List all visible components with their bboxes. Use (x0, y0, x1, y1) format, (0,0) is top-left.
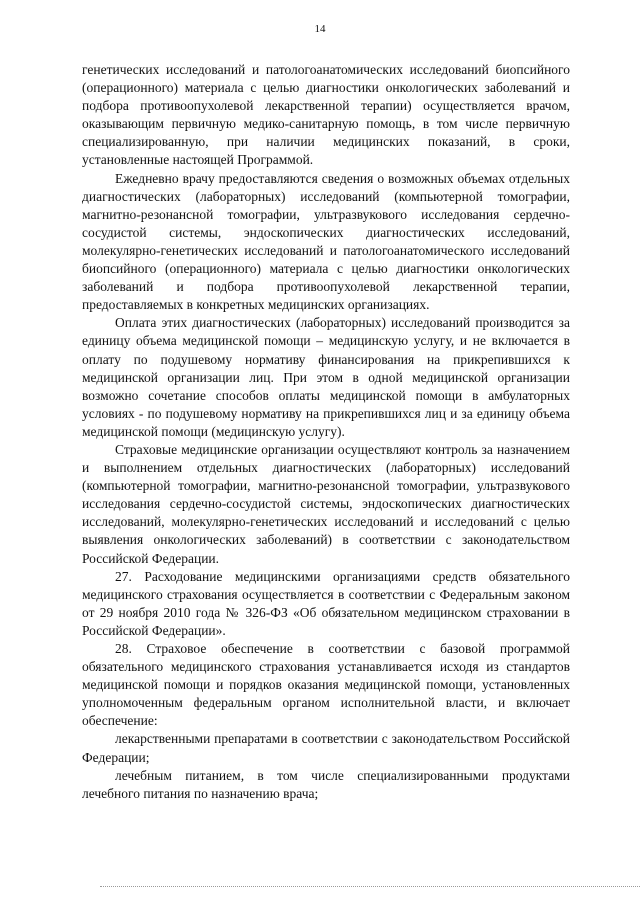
paragraph-payment: Оплата этих диагностических (лабораторных) исследований производится за единицу объема медицинской помощи – медицинскую услугу, и не включается в оплату по подушевому нормативу финансирования на прикрепившихся к медицинской организации лиц. При этом в одной медицинской организации возможно сочетание способов оплаты медицинской помощи в амбулаторных условиях - по подушевому нормативу на прикрепившихся лиц и за единицу объема медицинской помощи (медицинскую услугу). (82, 315, 570, 439)
document-body (82, 61, 570, 803)
page-number: 14 (314, 23, 326, 35)
paragraph-clause-27: 27. Расходование медицинскими организациями средств обязательного медицинского страхования осуществляется в соответствии с Федеральным законом от 29 ноября 2010 года № 326-ФЗ «Об обязательном медицинском страховании в Российской Федерации». (82, 568, 570, 638)
paragraph-insurance-control: Страховые медицинские организации осуществляют контроль за назначением и выполнением отдельных диагностических (лабораторных) исследований (компьютерной томографии, магнитно-резонансной томографии, ультразвукового исследования сердечно-сосудистой системы, эндоскопических диагностических исследований, молекулярно-генетических исследований и исследований с целью выявления онкологических заболеваний) в соответствии с законодательством Российской Федерации. (82, 441, 570, 566)
list-item-medicines: лекарственными препаратами в соответствии с законодательством Российской Федерации; (82, 731, 570, 765)
paragraph-continuation: генетических исследований и патологоанатомических исследований биопсийного (операционного) материала с целью диагностики онкологических заболеваний и подбора противоопухолевой лекарственной терапии) осуществляется врачом, оказывающим первичную медико-санитарную помощь, в том числе первичную специализированную, при наличии медицинских показаний, в сроки, установленные настоящей Программой. (82, 62, 570, 168)
paragraph-clause-28: 28. Страховое обеспечение в соответствии с базовой программой обязательного медицинского страхования устанавливается исходя из стандартов медицинской помощи и порядков оказания медицинской помощи, установленных уполномоченным федеральным органом исполнительной власти, и включает обеспечение: (82, 641, 570, 729)
footer-divider (100, 886, 640, 887)
list-item-nutrition: лечебным питанием, в том числе специализированными продуктами лечебного питания по назначению врача; (82, 767, 570, 801)
paragraph-daily-information: Ежедневно врачу предоставляются сведения о возможных объемах отдельных диагностических (лабораторных) исследований (компьютерной томографии, магнитно-резонансной томографии, ультразвукового исследования сердечно-сосудистой системы, эндоскопических диагностических исследований, молекулярно-генетических исследований и патологоанатомического исследований биопсийного (операционного) материала с целью диагностики онкологических заболеваний и подбора противоопухолевой лекарственной терапии, предоставляемых в конкретных медицинских организациях. (82, 170, 570, 313)
